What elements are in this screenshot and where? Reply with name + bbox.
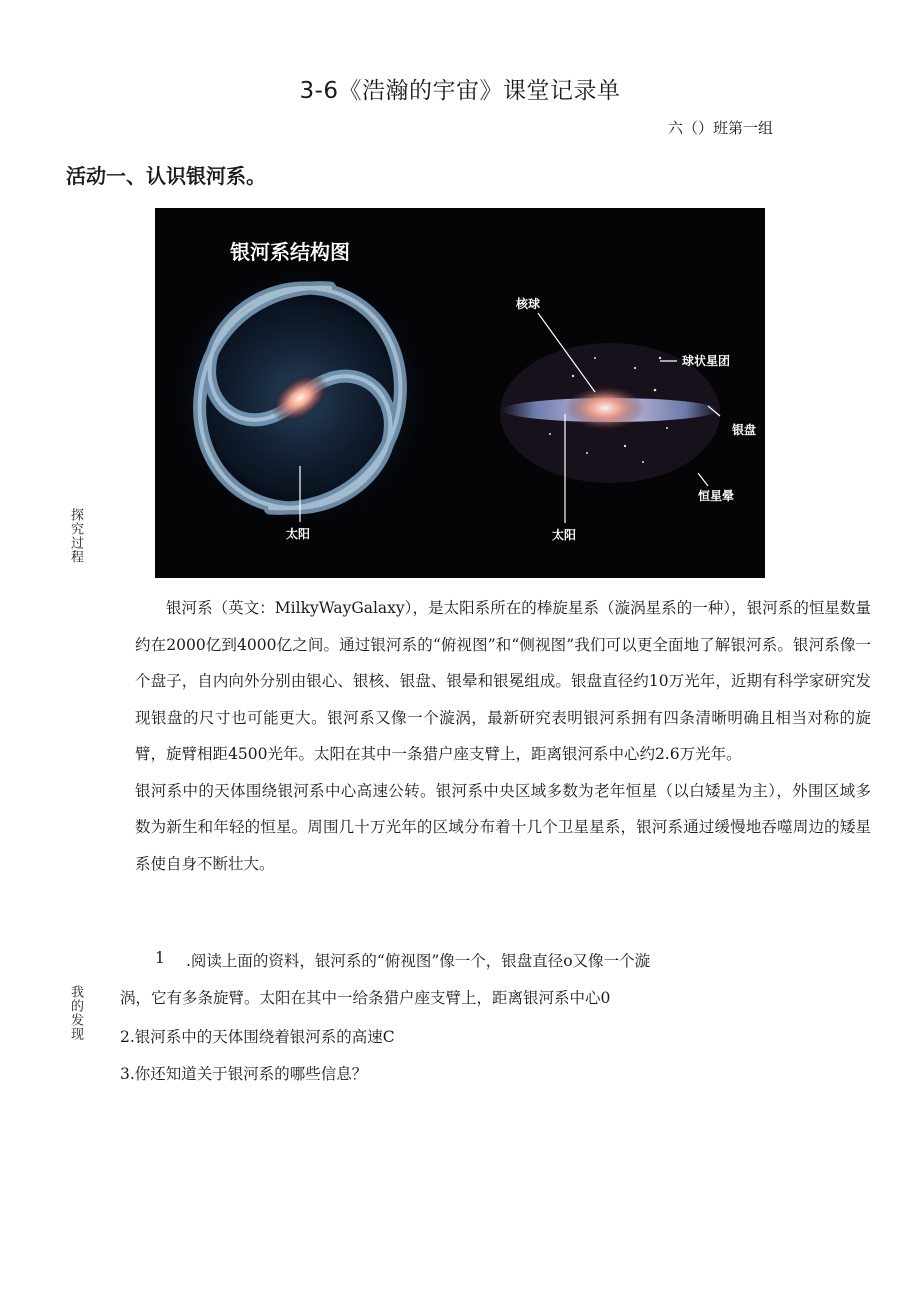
- galaxy-structure-figure: [155, 208, 765, 578]
- class-group-label: 六（）班第一组: [668, 119, 774, 137]
- activity-heading: 活动一、认识银河系。: [66, 164, 266, 188]
- question-1-number: 1: [155, 949, 165, 967]
- halo-label: 恒星晕: [698, 489, 735, 503]
- nucleus-label: 核球: [516, 297, 541, 311]
- question-3: 3.你还知道关于银河系的哪些信息？: [120, 1065, 368, 1083]
- question-2: 2.银河系中的天体围绕着银河系的高速C: [120, 1028, 395, 1046]
- question-1-line-2: 涡，它有多条旋臂。太阳在其中一给条猎户座支臂上，距离银河系中心0: [120, 989, 611, 1007]
- paragraph-1: 银河系（英文：MilkyWayGalaxy），是太阳系所在的棒旋星系（漩涡星系的一种），银河系的恒星数量约在2000亿到4000亿之间。通过银河系的“俯视图”和“侧视图”我们可以更全面地了解银河系。银河系像一个盘子，自内向外分别由银心、银核、银盘、银晕和银冕组成。银盘直径约10万光年，近期有科学家研究发现银盘的尺寸也可能更大。银河系又像一个漩涡，最新研究表明银河系拥有四条清晰明确且相当对称的旋臂，旋臂相距4500光年。太阳在其中一条猎户座支臂上，距离银河系中心约2.6万光年。: [135, 599, 871, 763]
- figure-title: 银河系结构图: [230, 240, 350, 264]
- page-title: 3-6《浩瀚的宇宙》课堂记录单: [299, 78, 621, 104]
- globular-cluster-label: 球状星团: [682, 354, 731, 368]
- galaxy-text: [135, 590, 871, 882]
- discovery-side-label: 我的发现: [68, 985, 83, 1041]
- spiral-galaxy-top-view: [165, 263, 435, 533]
- galaxy-side-view: [500, 313, 720, 523]
- question-1-line-1: .阅读上面的资料，银河系的“俯视图”像一个，银盘直径o又像一个漩: [186, 952, 651, 970]
- right-sun-label: 太阳: [552, 528, 577, 542]
- left-sun-label: 太阳: [286, 527, 311, 541]
- galaxy-illustration: [155, 208, 765, 578]
- disk-label: 银盘: [732, 423, 757, 437]
- explore-side-label: 探究过程: [68, 508, 83, 564]
- paragraph-2: 银河系中的天体围绕银河系中心高速公转。银河系中央区域多数为老年恒星（以白矮星为主），外围区域多数为新生和年轻的恒星。周围几十万光年的区域分布着十几个卫星星系，银河系通过缓慢地吞噬周边的矮星系使自身不断壮大。: [135, 781, 871, 873]
